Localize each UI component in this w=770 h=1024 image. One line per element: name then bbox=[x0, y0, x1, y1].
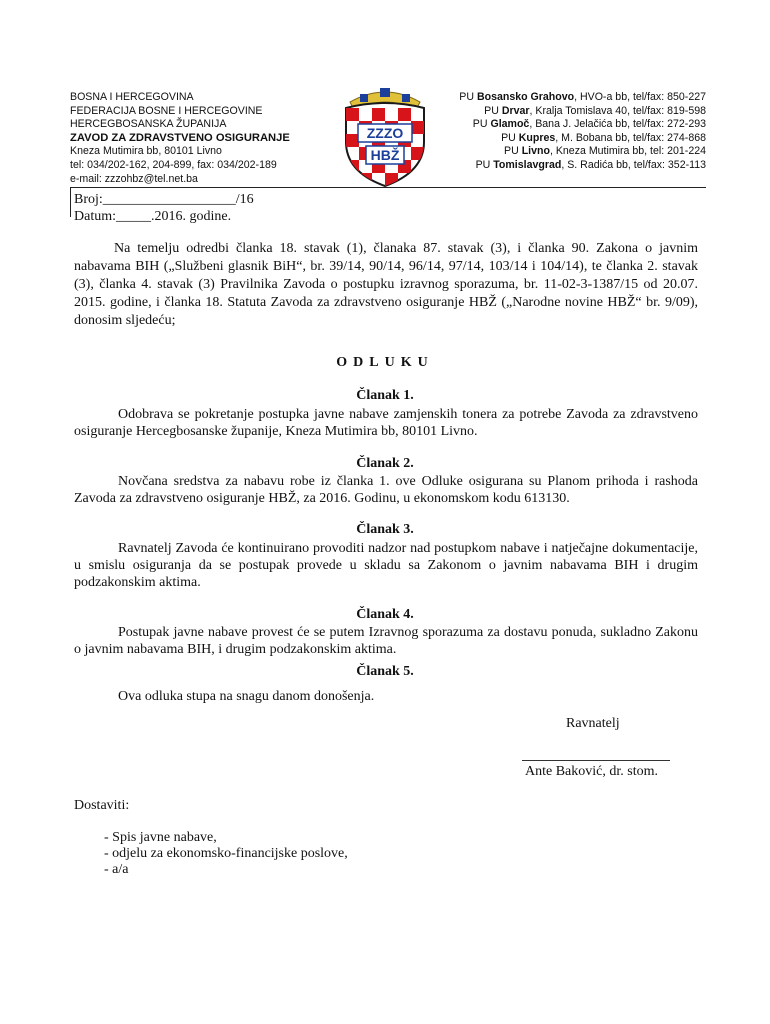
article-1-text: Odobrava se pokretanje postupka javne nabave zamjenskih tonera za potrebe Zavoda za zdravstveno osiguranje Hercegbosanske županije, Kneza Mutimira bb, 80101 Livno. bbox=[74, 407, 698, 439]
distribution-list bbox=[104, 830, 348, 878]
country-line: BOSNA I HERCEGOVINA bbox=[70, 91, 194, 103]
document-meta bbox=[74, 191, 254, 225]
office-tomislavgrad: PU Tomislavgrad, S. Radića bb, tel/fax: 352-113 bbox=[475, 158, 706, 171]
article-2-heading: Članak 2. bbox=[356, 456, 414, 471]
document-date: Datum:_____.2016. godine. bbox=[74, 209, 232, 224]
federation-line: FEDERACIJA BOSNE I HERCEGOVINE bbox=[70, 104, 263, 117]
address-line: Kneza Mutimira bb, 80101 Livno bbox=[70, 145, 222, 158]
signatory-name: Ante Baković, dr. stom. bbox=[525, 764, 658, 779]
office-kupres: PU Kupres, M. Bobana bb, tel/fax: 274-868 bbox=[501, 131, 706, 144]
signature-line bbox=[522, 760, 670, 761]
distribution-label: Dostaviti: bbox=[74, 798, 130, 813]
article-4-text: Postupak javne nabave provest će se putem Izravnog sporazuma za dostavu ponuda, sukladno Zakonu o javnim nabavama BIH, i drugim podzakonskim aktima. bbox=[74, 625, 698, 657]
list-item: - a/a bbox=[104, 862, 129, 877]
logo-bottom-text: HBŽ bbox=[370, 147, 400, 163]
letterhead-divider bbox=[70, 187, 706, 188]
phone-line: tel: 034/202-162, 204-899, fax: 034/202-189 bbox=[70, 158, 277, 171]
list-item: - Spis javne nabave, bbox=[104, 830, 217, 845]
list-item: - odjelu za ekonomsko-financijske poslove, bbox=[104, 846, 348, 861]
logo-top-text: ZZZO bbox=[366, 125, 404, 141]
legal-basis-paragraph: Na temelju odredbi članka 18. stavak (1), članaka 87. stavak (3), i članka 90. Zakona o javnim nabavama BIH („Službeni glasnik BiH“, br. 39/14, 90/14, 96/14, 97/14, 103/14 i 104/14), te članka 2. stavak (3), članka 4. stavak (3) Pravilnika Zavoda o postupku izravnog sporazuma, br. 11-02-3-1387/15 od 20.07. 2015. godine, i članka 18. Statuta Zavoda za zdravstveno osiguranje HBŽ („Narodne novine HBŽ“ br. 9/09), donosim sljedeću; bbox=[74, 241, 698, 328]
letterhead-left bbox=[70, 91, 345, 186]
office-glamoc: PU Glamoč, Bana J. Jelačića bb, tel/fax: 272-293 bbox=[472, 118, 706, 131]
article-3-text: Ravnatelj Zavoda će kontinuirano provoditi nadzor nad postupkom nabave i natječajne dokumentacije, u smislu osiguranja da se postupak provede u skladu sa Zakonom o javnim nabavama BIH i drugim podzakonskim aktima. bbox=[74, 541, 698, 590]
letterhead-divider-tick bbox=[70, 187, 71, 217]
office-bosansko-grahovo: PU Bosansko Grahovo, HVO-a bb, tel/fax: 850-227 bbox=[459, 91, 706, 103]
article-3-heading: Članak 3. bbox=[356, 522, 414, 537]
reference-number: Broj:___________________/16 bbox=[74, 192, 254, 207]
article-2-text: Novčana sredstva za nabavu robe iz članka 1. ove Odluke osigurana su Planom prihoda i rashoda Zavoda za zdravstveno osiguranje HBŽ, za 2016. Godinu, u ekonomskom kodu 613130. bbox=[74, 474, 698, 506]
branch-offices bbox=[406, 91, 706, 173]
office-drvar: PU Drvar, Kralja Tomislava 40, tel/fax: 819-598 bbox=[484, 104, 706, 117]
article-1-heading: Članak 1. bbox=[356, 388, 414, 403]
institution-name: ZAVOD ZA ZDRAVSTVENO OSIGURANJE bbox=[70, 131, 290, 144]
signatory-title: Ravnatelj bbox=[566, 716, 620, 731]
county-line: HERCEGBOSANSKA ŽUPANIJA bbox=[70, 118, 227, 131]
article-5-text: Ova odluka stupa na snagu danom donošenja. bbox=[118, 689, 375, 704]
email-line: e-mail: zzzohbz@tel.net.ba bbox=[70, 172, 198, 185]
article-4-heading: Članak 4. bbox=[356, 607, 414, 622]
document-title: ODLUKU bbox=[336, 355, 434, 370]
office-livno: PU Livno, Kneza Mutimira bb, tel: 201-224 bbox=[504, 145, 706, 158]
article-5-heading: Članak 5. bbox=[356, 664, 414, 679]
